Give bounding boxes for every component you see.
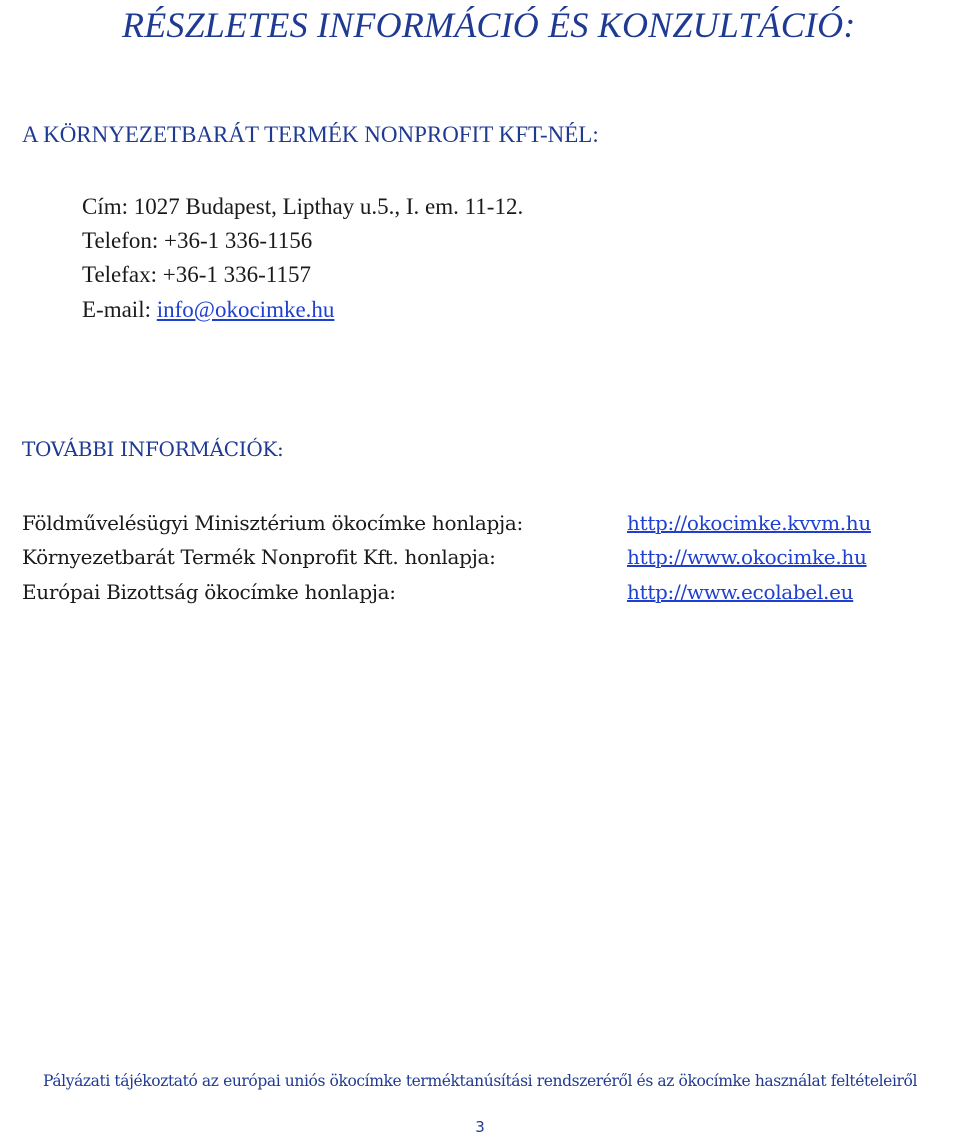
email-label: E-mail: (82, 297, 157, 322)
info-row-link[interactable]: http://www.ecolabel.eu (627, 580, 854, 604)
info-row-label: Európai Bizottság ökocímke honlapja: (22, 580, 396, 604)
info-row-label: Környezetbarát Termék Nonprofit Kft. honlapja: (22, 545, 496, 569)
page-number: 3 (475, 1118, 485, 1136)
info-row (22, 545, 942, 577)
info-row-label: Földművelésügyi Minisztérium ökocímke honlapja: (22, 511, 523, 535)
email-link[interactable]: info@okocimke.hu (156, 297, 335, 322)
page-title: RÉSZLETES INFORMÁCIÓ ÉS KONZULTÁCIÓ: (122, 5, 856, 45)
info-row-link[interactable]: http://okocimke.kvvm.hu (627, 511, 871, 535)
info-row (22, 511, 942, 543)
section-heading-more-info: TOVÁBBI INFORMÁCIÓK: (22, 437, 284, 461)
page-footer: Pályázati tájékoztató az európai uniós ökocímke terméktanúsítási rendszeréről és az ökocímke használat feltételeiről (42, 1072, 917, 1090)
contact-email (82, 297, 334, 323)
contact-phone: Telefon: +36-1 336-1156 (82, 228, 313, 253)
contact-address: Cím: 1027 Budapest, Lipthay u.5., I. em. 11-12. (82, 194, 524, 219)
info-row (22, 580, 942, 612)
info-row-link[interactable]: http://www.okocimke.hu (627, 545, 867, 569)
contact-fax: Telefax: +36-1 336-1157 (82, 262, 311, 287)
section-heading-company: A KÖRNYEZETBARÁT TERMÉK NONPROFIT KFT-NÉL: (22, 122, 599, 147)
